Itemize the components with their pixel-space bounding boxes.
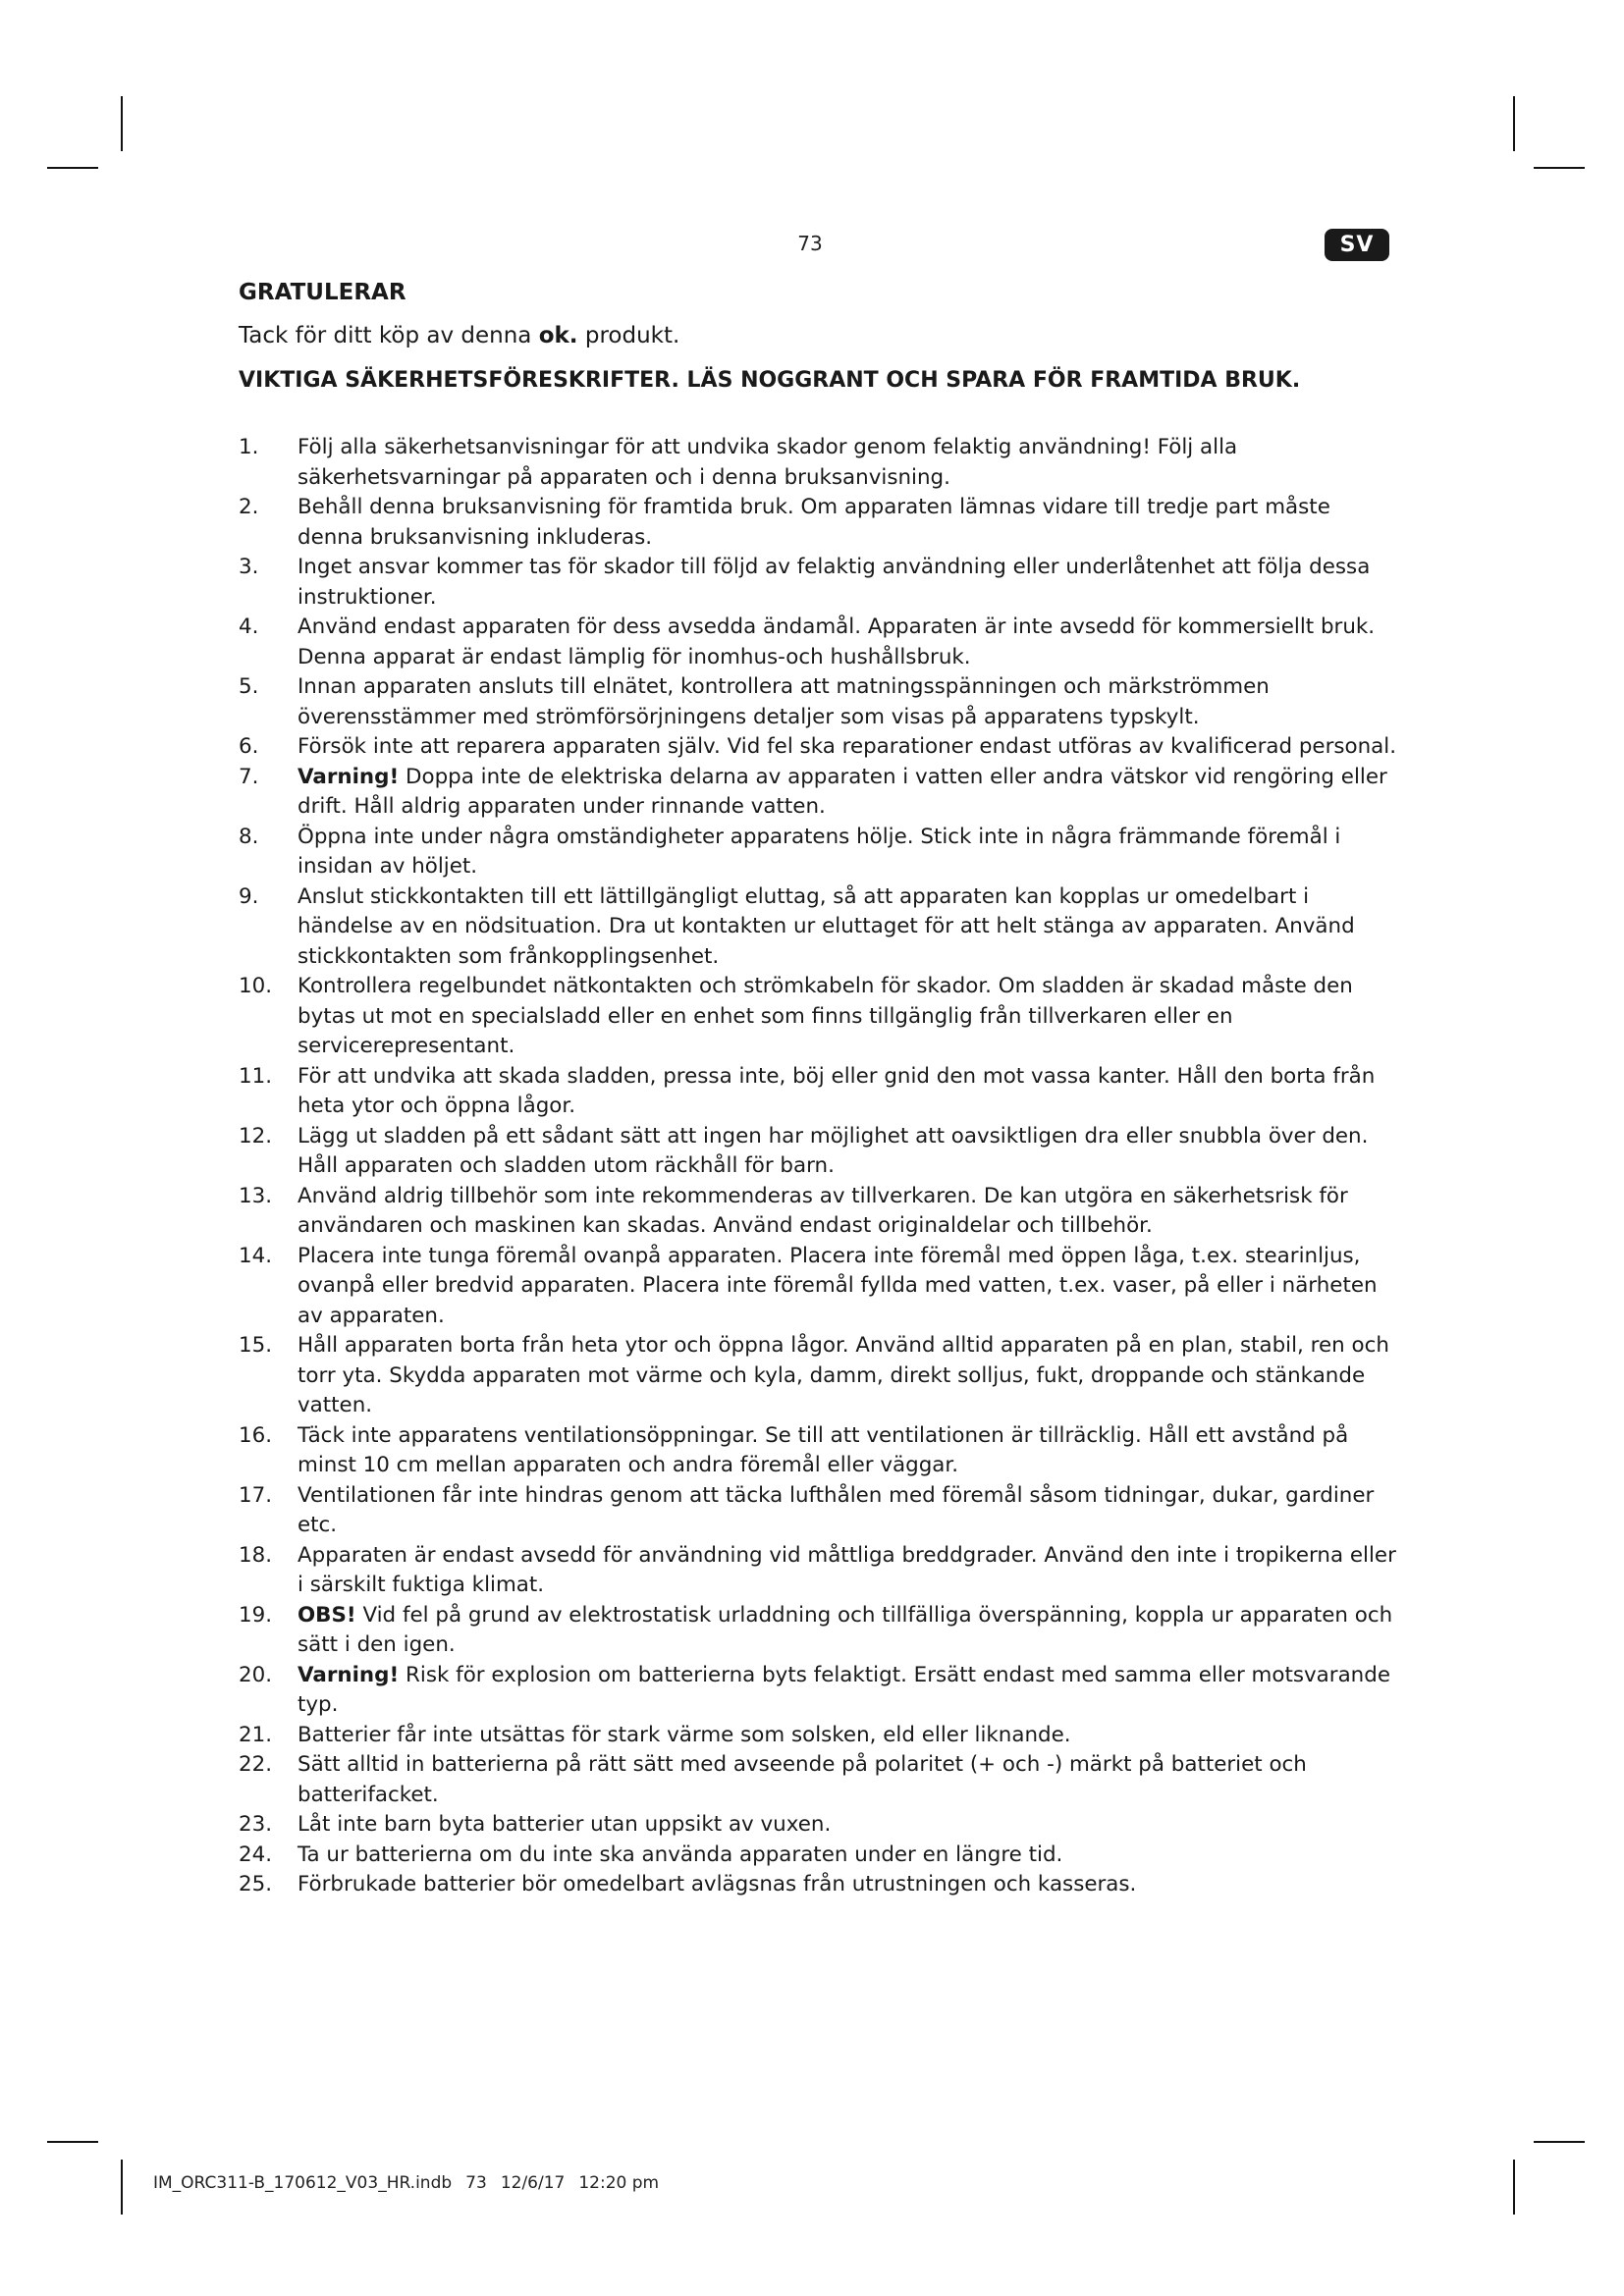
instruction-number: 16. [239,1422,273,1448]
instruction-item [239,1481,1397,1541]
instruction-number: 15. [239,1333,273,1358]
instruction-text: Behåll denna bruksanvisning för framtida bruk. Om apparaten lämnas vidare till tredje part måste denna bruksanvisning inkluderas. [298,495,1330,550]
instruction-number: 6. [239,734,259,759]
crop-mark-top-right-horizontal [1534,167,1585,169]
instruction-number: 4. [239,614,259,639]
instruction-text: Täck inte apparatens ventilationsöppningar. Se till att ventilationen är tillräcklig. Håll ett avstånd på minst 10 cm mellan apparaten och andra föremål eller väggar. [298,1422,1349,1477]
instruction-text: Inget ansvar kommer tas för skador till följd av felaktig användning eller underlåtenhet att följa dessa instruktioner. [298,555,1371,610]
instruction-item [239,1601,1397,1661]
instruction-item [239,763,1397,823]
safety-instructions-list [239,433,1397,1900]
instruction-number: 17. [239,1482,273,1508]
print-footer [153,2173,673,2193]
instruction-number: 20. [239,1662,273,1687]
instruction-text: Öppna inte under några omständigheter apparatens hölje. Stick inte in några främmande föremål i insidan av höljet. [298,824,1341,879]
footer-date: 12/6/17 [500,2173,566,2193]
instruction-number: 25. [239,1872,273,1896]
instruction-number: 3. [239,555,259,579]
instruction-number: 13. [239,1183,273,1208]
instruction-item [239,1122,1397,1182]
instruction-text: Vid fel på grund av elektrostatisk urladdning och tillfälliga överspänning, koppla ur apparaten och sätt i den igen. [298,1602,1393,1657]
crop-mark-top-left-horizontal [47,167,98,169]
instruction-text: Innan apparaten ansluts till elnätet, kontrollera att matningsspänningen och märkströmmen överensstämmer med strömförsörjningens detaljer som visas på apparatens typskylt. [298,674,1270,729]
crop-mark-bottom-left-horizontal [47,2141,98,2143]
instruction-number: 10. [239,974,273,998]
instruction-item [239,1242,1397,1332]
instruction-text: Använd endast apparaten för dess avsedda ändamål. Apparaten är inte avsedd för kommersiellt bruk. Denna apparat är endast lämplig för inomhus-och hushållsbruk. [298,614,1376,669]
instruction-text: Lägg ut sladden på ett sådant sätt att ingen har möjlighet att oavsiktligen dra eller snubbla över den. Håll apparaten och sladden utom räckhåll för barn. [298,1123,1369,1178]
crop-mark-bottom-right-horizontal [1534,2141,1585,2143]
instruction-item [239,823,1397,882]
crop-mark-top-left-vertical [121,96,123,151]
page-number: 73 [797,232,823,255]
instruction-item [239,553,1397,613]
document-content [239,276,1397,1900]
instruction-text: Kontrollera regelbundet nätkontakten och strömkabeln för skador. Om sladden är skadad måste den bytas ut mot en specialsladd eller en enhet som finns tillgänglig från tillverkaren eller en servicerepresentant. [298,974,1353,1058]
instruction-item [239,1750,1397,1810]
instruction-text: Förbrukade batterier bör omedelbart avlägsnas från utrustningen och kasseras. [298,1872,1137,1896]
instruction-number: 11. [239,1063,273,1089]
instruction-item [239,732,1397,763]
instruction-number: 8. [239,824,259,849]
instruction-text: För att undvika att skada sladden, pressa inte, böj eller gnid den mot vassa kanter. Håll den borta från heta ytor och öppna lågor. [298,1063,1376,1118]
footer-time: 12:20 pm [578,2173,660,2193]
crop-mark-bottom-left-vertical [121,2160,123,2215]
instruction-warning-label: OBS! [298,1602,356,1628]
instruction-item [239,493,1397,553]
instruction-item [239,1062,1397,1122]
instruction-item [239,672,1397,732]
instruction-item [239,972,1397,1062]
instruction-text: Låt inte barn byta batterier utan uppsikt av vuxen. [298,1812,832,1837]
instruction-text: Sätt alltid in batterierna på rätt sätt med avseende på polaritet (+ och -) märkt på batteriet och batterifacket. [298,1752,1307,1807]
instruction-text: Risk för explosion om batterierna byts felaktigt. Ersätt endast med samma eller motsvarande typ. [298,1662,1390,1717]
crop-mark-top-right-vertical [1513,96,1515,151]
instruction-number: 9. [239,883,259,909]
instruction-number: 2. [239,495,259,519]
instruction-text: Följ alla säkerhetsanvisningar för att undvika skador genom felaktig användning! Följ alla säkerhetsvarningar på apparaten och i denna bruksanvisning. [298,435,1238,490]
instruction-text: Ta ur batterierna om du inte ska använda apparaten under en längre tid. [298,1842,1063,1867]
instruction-number: 21. [239,1722,273,1747]
instruction-warning-label: Varning! [298,1662,400,1687]
instruction-number: 19. [239,1602,273,1628]
instruction-item [239,1421,1397,1481]
instruction-text: Håll apparaten borta från heta ytor och öppna lågor. Använd alltid apparaten på en plan, stabil, ren och torr yta. Skydda apparaten mot värme och kyla, damm, direkt solljus, fukt, droppande och stänkande vatten. [298,1333,1389,1417]
page-heading: GRATULERAR [239,280,406,305]
instruction-number: 14. [239,1243,273,1268]
instruction-item [239,1721,1397,1751]
instruction-text: Placera inte tunga föremål ovanpå apparaten. Placera inte föremål med öppen låga, t.ex. stearinljus, ovanpå eller bredvid apparaten. Placera inte föremål fyllda med vatten, t.ex. vaser, på eller i närheten av apparaten. [298,1243,1378,1328]
instruction-text: Ventilationen får inte hindras genom att täcka lufthålen med föremål såsom tidningar, dukar, gardiner etc. [298,1482,1375,1537]
instruction-text: Doppa inte de elektriska delarna av apparaten i vatten eller andra vätskor vid rengöring eller drift. Håll aldrig apparaten under rinnande vatten. [298,764,1387,819]
instruction-item [239,613,1397,672]
instruction-item [239,1810,1397,1841]
instruction-item [239,1331,1397,1421]
instruction-number: 12. [239,1123,273,1148]
crop-mark-bottom-right-vertical [1513,2160,1515,2215]
instruction-text: Använd aldrig tillbehör som inte rekommenderas av tillverkaren. De kan utgöra en säkerhetsrisk för användaren och maskinen kan skadas. Använd endast originaldelar och tillbehör. [298,1183,1348,1238]
intro-before: Tack för ditt köp av denna [239,323,539,348]
instruction-item [239,1870,1397,1900]
instruction-number: 22. [239,1752,273,1777]
instruction-number: 23. [239,1812,273,1837]
instruction-warning-label: Varning! [298,764,400,789]
instruction-text: Batterier får inte utsättas för stark värme som solsken, eld eller liknande. [298,1722,1071,1747]
safety-heading: VIKTIGA SÄKERHETSFÖRESKRIFTER. LÄS NOGGRANT OCH SPARA FÖR FRAMTIDA BRUK. [239,368,1301,393]
instruction-item [239,1661,1397,1721]
instruction-number: 7. [239,764,259,789]
instruction-item [239,1541,1397,1601]
instruction-text: Försök inte att reparera apparaten själv. Vid fel ska reparationer endast utföras av kvalificerad personal. [298,734,1397,759]
instruction-item [239,1182,1397,1242]
instruction-number: 5. [239,674,259,699]
instruction-item [239,433,1397,493]
intro-after: produkt. [577,323,680,348]
instruction-number: 18. [239,1542,273,1568]
instruction-text: Anslut stickkontakten till ett lättillgängligt eluttag, så att apparaten kan kopplas ur omedelbart i händelse av en nödsituation. Dra ut kontakten ur eluttaget för att helt stänga av apparaten. Använd stickkontakten som frånkopplingsenhet. [298,883,1355,969]
instruction-text: Apparaten är endast avsedd för användning vid måttliga breddgrader. Använd den inte i tropikerna eller i särskilt fuktiga klimat. [298,1542,1396,1597]
intro-text [239,319,1397,352]
instruction-number: 1. [239,435,259,459]
footer-page-ref: 73 [465,2173,487,2193]
language-badge: SV [1325,229,1389,261]
footer-file: IM_ORC311-B_170612_V03_HR.indb [153,2173,453,2193]
instruction-item [239,882,1397,973]
instruction-item [239,1841,1397,1871]
instruction-number: 24. [239,1842,273,1867]
brand-name: ok. [538,323,578,348]
